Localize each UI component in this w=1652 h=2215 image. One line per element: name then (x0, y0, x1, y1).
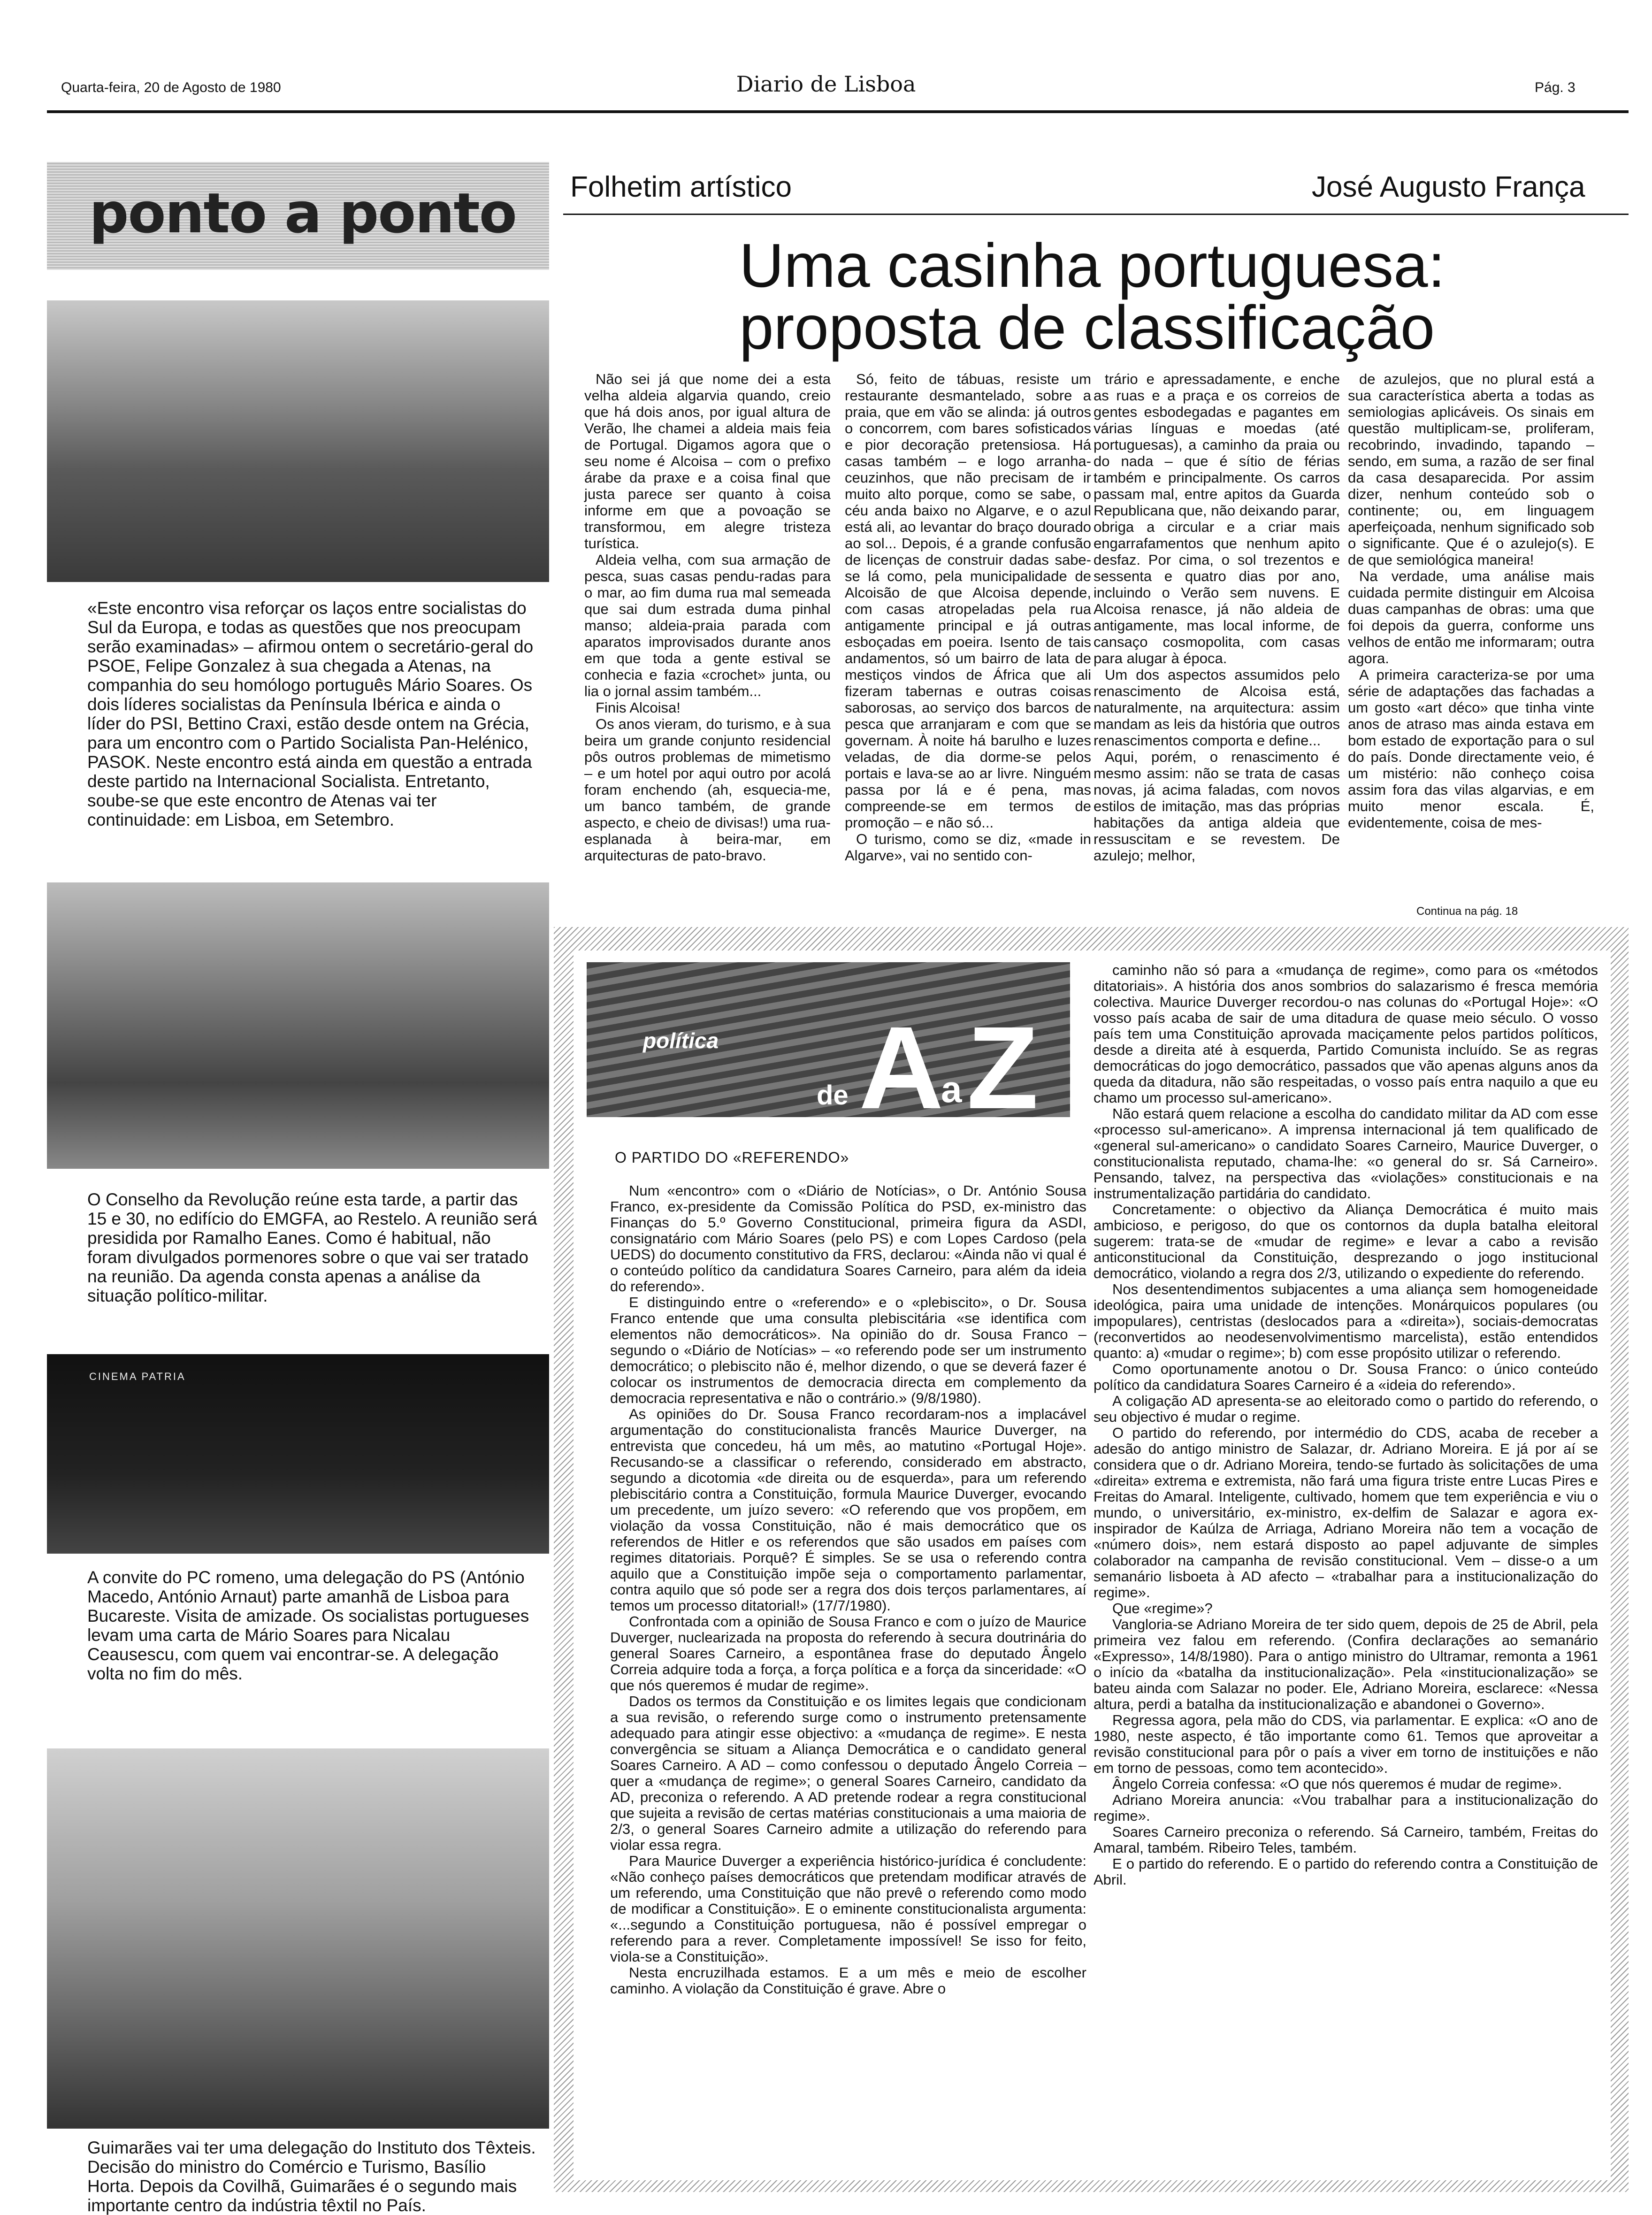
paragraph: Na verdade, uma análise mais cuidada permite distinguir em Alcoisa duas campanhas de obras: uma que foi depois da guerra, conforme uns velhos de então me informaram; outra agora. (1348, 568, 1594, 667)
caption-revolution-council: O Conselho da Revolução reúne esta tarde, a partir das 15 e 30, no edifício do EMGFA, ao Restelo. A reunião será presidida por Ramalho Eanes. Como é habitual, não foram divulgados pormenores sobre o que vai ser tratado na reunião. Da agenda consta apenas a análise da situação político-militar. (87, 1190, 537, 1305)
paragraph: Um dos aspectos assumidos pelo renascimento de Alcoisa está, naturalmente, na arquitectura: assim mandam as leis da história que outros renascimentos comporta e define... (1094, 667, 1340, 749)
paragraph: Vangloria-se Adriano Moreira de ter sido quem, depois de 25 de Abril, pela primeira vez falou em referendo. (Confira declarações ao semanário «Expresso», 14/8/1980). Para o antigo ministro do Ultramar, remonta a 1961 o início da «batalha da institucionalização». Pela «institucionalização» se bateu ainda com Salazar no poder. Ele, Adriano Moreira, esclarece: «Nessa altura, perdi a batalha da institucionalização e abandonei o Governo». (1094, 1616, 1598, 1712)
politica-a-z-banner (587, 962, 1070, 1117)
paragraph: A coligação AD apresenta-se ao eleitorado como o partido do referendo, o seu objectivo é mudar o regime. (1094, 1393, 1598, 1425)
paragraph: Nesta encruzilhada estamos. E a um mês e meio de escolher caminho. A violação da Constituição é grave. Abre o (610, 1964, 1086, 1997)
banner-de: de (817, 1080, 849, 1111)
photo-emgfa-building (47, 882, 549, 1169)
photo-lisbon-castle (47, 300, 549, 582)
paragraph: Num «encontro» com o «Diário de Notícias», o Dr. António Sousa Franco, ex-presidente da Comissão Política do PSD, ex-ministro das Finanças do 5.º Governo Constitucional, primeira figura da ASDI, consignatário com Mário Soares (pelo PS) e com Lopes Cardoso (pela UEDS) do documento constitutivo da FRS, declarou: «Ainda não vi qual é o conteúdo político da candidatura Soares Carneiro, para além da ideia do referendo». (610, 1182, 1086, 1295)
paragraph: Finis Alcoisa! (596, 699, 681, 716)
cinema-sign: CINEMA PATRIA (89, 1371, 186, 1382)
continued-note: Continua na pág. 18 (1416, 905, 1518, 918)
section-title-folhetim: Folhetim artístico (570, 171, 792, 203)
politica-column-right (1094, 962, 1598, 1888)
paragraph: de azulejos, que no plural está a sua característica aberta a todas as semiologias aplicáveis. Os sinais em questão multiplicam-se, proliferam, recobrindo, invadindo, tapando – sendo, em suma, a razão de ser final da casa desaparecida. Por assim dizer, nenhum conteúdo sob o continente; ou, em linguagem aperfeiçoada, nenhum significado sob o significante. Que é o azulejo(s). E de que semiológica maneira! (1348, 371, 1594, 568)
article-headline: Uma casinha portuguesa: proposta de classificação (739, 231, 1446, 362)
article-column-3 (1094, 371, 1340, 864)
paragraph: Regressa agora, pela mão do CDS, via parlamentar. E explica: «O ano de 1980, neste aspecto, é tão importante como 61. Temos que aproveitar a revisão constitucional para pôr o país a viver em torno de instituições e não em torno de pessoas, como tem acontecido». (1094, 1712, 1598, 1776)
paragraph: trário e apressadamente, e enche as ruas e a praça e os correios de gentes esbodegadas e pagantes em várias línguas e moedas (até portuguesas), a caminho da praia ou do nada – que é sítio de férias também e principalmente. Os carros passam mal, entre apitos da Guarda Republicana que, não deixando parar, obriga a circular e a criar mais engarrafamentos que nenhum apito desfaz. Por cima, o sol trezentos e sessenta e quatro dias por ano, incluindo o Verão sem nuvens. E Alcoisa renasce, já não aldeia de antigamente, mas local informe, de cansaço cosmopolita, com casas para alugar à época. (1094, 371, 1340, 667)
banner-letter-z: Z (967, 1002, 1039, 1117)
paragraph: E o partido do referendo. E o partido do referendo contra a Constituição de Abril. (1094, 1855, 1598, 1888)
folhetim-rule (563, 214, 1629, 215)
header-rule (47, 110, 1629, 113)
paragraph: O turismo, como se diz, «made in Algarve», vai no sentido con- (845, 831, 1091, 864)
banner-letter-small-a: a (941, 1068, 962, 1110)
photo-night-street (47, 1354, 549, 1554)
paragraph: Os anos vieram, do turismo, e à sua beira um grande conjunto residencial pôs outros problemas de mimetismo – e um hotel por aqui outro por acolá foram enchendo (ah, esquecia-me, um banco também, de grande aspecto, e cheio de divisas!) uma rua-esplanada à beira-mar, em arquitecturas de pato-bravo. (584, 716, 831, 864)
paragraph: Como oportunamente anotou o Dr. Sousa Franco: o único conteúdo político da candidatura Soares Carneiro é a «ideia do referendo». (1094, 1361, 1598, 1393)
article-column-2 (845, 371, 1091, 864)
section-title-ponto: ponto a ponto (89, 181, 516, 245)
ponto-a-ponto-banner (47, 162, 549, 270)
paragraph: Aldeia velha, com sua armação de pesca, suas casas pendu-radas para o mar, ao fim duma rua mal semeada que sai dum estrada duma pinhal manso; aldeia-praia parada com aparatos improvisados durante anos em que toda a gente estival se conhecia e fazia «crochet» junta, ou lia o jornal assim também... (584, 552, 831, 699)
paragraph: As opiniões do Dr. Sousa Franco recordaram-nos a implacável argumentação do constitucionalista francês Maurice Duverger, na entrevista que concedeu, há um mês, ao matutino «Portugal Hoje». Recusando-se a classificar o referendo, considerado em abstracto, segundo a dicotomia «de direita ou de esquerda», para um referendo plebiscitário contra a Constituição, formula Maurice Duverger, evocando um precedente, um juízo severo: «O referendo que vos propõem, em violação da vossa Constituição, não é mais democrático que os referendos de Hitler e os referendos que são usados em países com regimes ditatoriais. Porquê? É simples. Se se usa o referendo contra aquilo que a Constituição impõe seja o comportamento parlamentar, contra aquilo que só pode ser a regra dos dois terços parlamentares, aí temos um processo ditatorial!» (17/7/1980). (610, 1406, 1086, 1614)
issue-date: Quarta-feira, 20 de Agosto de 1980 (61, 80, 281, 95)
paragraph: Não estará quem relacione a escolha do candidato militar da AD com esse «processo sul-americano». A imprensa internacional já tem qualificado de «general sul-americano» o candidato Soares Carneiro, Maurice Duverger, o constitucionalista reputado, chama-lhe: «o general do sr. Sá Carneiro». Pensando, talvez, na perspectiva das «violações» constitucionais e na instrumentalização partidária do candidato. (1094, 1105, 1598, 1202)
article-author: José Augusto França (1312, 171, 1585, 203)
banner-letter-a: A (859, 1002, 944, 1117)
paragraph: Nos desentendimentos subjacentes a uma aliança sem homogeneidade ideológica, paira uma unidade de intenções. Monárquicos populares (ou impopulares), centristas (deslocados para a «direita»), sociais-democratas (reconvertidos ao neodesenvolvimentismo marcelista), estão entendidos quanto: a) «mudar o regime»; b) com esse propósito utilizar o referendo. (1094, 1281, 1598, 1361)
paragraph: Dados os termos da Constituição e os limites legais que condicionam a sua revisão, o referendo surge como o instrumento pretensamente adequado para atingir esse objectivo: a «mudança de regime». E nesta convergência se situam a Aliança Democrática e o candidato general Soares Carneiro. A AD – como confessou o deputado Ângelo Correia – quer a «mudança de regime»; o general Soares Carneiro, candidato da AD, preconiza o referendo. A AD pretende rodear a regra constitucional que sujeita a revisão de certas matérias constitucionais a uma maioria de 2/3, o general Soares Carneiro admite a utilização do referendo para violar essa regra. (610, 1693, 1086, 1853)
politica-column-left (610, 1183, 1086, 1997)
caption-ps-delegation: A convite do PC romeno, uma delegação do PS (António Macedo, António Arnaut) parte amanhã de Lisboa para Bucareste. Visita de amizade. Os socialistas portugueses levam uma carta de Mário Soares para Nicalau Ceausescu, com quem vai encontrar-se. A delegação volta no fim do mês. (87, 1568, 529, 1683)
banner-politica: política (643, 1028, 719, 1053)
paragraph: A primeira caracteriza-se por uma série de adaptações das fachadas a um gosto «art déco» que tinha vinte anos de atraso mas ainda estava em bom estado de exportação para o sul do país. Donde directamente veio, é um mistério: não conheço coisa assim fora das vilas algarvias, e em muito menor escala. É, evidentemente, coisa de mes- (1348, 667, 1594, 831)
masthead: Diario de Lisboa (736, 71, 916, 97)
paragraph: Que «regime»? (1112, 1600, 1213, 1617)
caption-socialist-meeting: «Este encontro visa reforçar os laços entre socialistas do Sul da Europa, e todas as questões que nos preocupam serão examinadas» – afirmou ontem o secretário-geral do PSOE, Felipe Gonzalez à sua chegada a Atenas, na companhia do seu homólogo português Mário Soares. Os dois líderes socialistas da Península Ibérica e ainda o líder do PSI, Bettino Craxi, estão desde ontem na Grécia, para um encontro com o Partido Socialista Pan-Helénico, PASOK. Neste encontro está ainda em questão a entrada deste partido na Internacional Socialista. Entretanto, soube-se que este encontro de Atenas vai ter continuidade: em Lisboa, em Setembro. (87, 598, 534, 829)
paragraph: Ângelo Correia confessa: «O que nós queremos é mudar de regime». (1112, 1776, 1562, 1792)
article-column-1 (584, 371, 831, 864)
paragraph: Adriano Moreira anuncia: «Vou trabalhar para a institucionalização do regime». (1094, 1792, 1598, 1824)
paragraph: Confrontada com a opinião de Sousa Franco e com o juízo de Maurice Duverger, nuclearizada na proposta do referendo à secura doutrinária do general Soares Carneiro, a espontânea frase do deputado Ângelo Correia adquire toda a força, a força política e a força da sinceridade: «O que nós queremos é mudar de regime». (610, 1613, 1086, 1694)
article-column-4 (1348, 371, 1594, 831)
photo-guimaraes-factory (47, 1748, 549, 2129)
paragraph: Concretamente: o objectivo da Aliança Democrática é muito mais ambicioso, e perigoso, do que os contornos da dupla batalha eleitoral sugerem: trata-se de «mudar de regime» e levar a cabo a revisão anticonstitucional da Constituição, desprezando o jogo institucional democrático, violando a regra dos 2/3, utilizando o expediente do referendo. (1094, 1201, 1598, 1281)
paragraph: caminho não só para a «mudança de regime», como para os «métodos ditatoriais». A história dos anos sombrios do salazarismo é fresca memória colectiva. Maurice Duverger recordou-o nas colunas do «Portugal Hoje»: «O vosso país acaba de sair de uma ditadura de quase meio século. O vosso país tem uma Constituição aprovada maciçamente pelos partidos políticos, desde a direita até à esquerda, Partido Comunista incluído. Se as regras democráticas do jogo democrático, passados que vão apenas alguns anos da queda da ditadura, não são respeitadas, o vosso país entra naquilo a que eu chamo um processo sul-americano». (1094, 962, 1598, 1106)
page-number: Pág. 3 (1535, 80, 1576, 95)
paragraph: Para Maurice Duverger a experiência histórico-jurídica é concludente: «Não conheço países democráticos que pretendam modificar através de um referendo, uma Constituição que não prevê o referendo como modo de modificar a Constituição». E o eminente constitucionalista argumenta: «...segundo a Constituição portuguesa, não é possível empregar o referendo para a rever. Completamente impossível! Se isso for feito, viola-se a Constituição». (610, 1853, 1086, 1965)
paragraph: Soares Carneiro preconiza o referendo. Sá Carneiro, também, Freitas do Amaral, também. Ribeiro Teles, também. (1094, 1824, 1598, 1856)
caption-guimaraes-textiles: Guimarães vai ter uma delegação do Instituto dos Têxteis. Decisão do ministro do Comércio e Turismo, Basílio Horta. Depois da Covilhã, Guimarães é o segundo mais importante centro da indústria têxtil no País. (87, 2138, 536, 2215)
politica-subtitle: O PARTIDO DO «REFERENDO» (615, 1149, 849, 1166)
paragraph: Aqui, porém, o renascimento é mesmo assim: não se trata de casas novas, já acima faladas, com novos estilos de imitação, mas das próprias habitações da antiga aldeia que ressuscitam e se revestem. De azulejo; melhor, (1094, 749, 1340, 864)
paragraph: Só, feito de tábuas, resiste um restaurante desmantelado, sobre a praia, que em vão se alinda: já outros o concorrem, com bares sofisticados e pior decoração pretensiosa. Há casas também – e logo arranha-ceuzinhos, que não precisam de ir muito alto porque, como se sabe, o céu anda baixo no Algarve, e o azul está ali, ao levantar do braço dourado ao sol... Depois, é a grande confusão de licenças de construir dadas sabe-se lá como, pela municipalidade de Alcoisão de que Alcoisa depende, com casas atropeladas pela rua antigamente principal e já outras esboçadas em poeira. Isento de tais andamentos, só um bairro de lata de mestiços vindos de África que ali fizeram tabernas e outras coisas saborosas, ao serviço dos barcos de pesca que arranjaram e com que se governam. À noite há barulho e luzes veladas, de dia dorme-se pelos portais e lava-se ao ar livre. Ninguém passa por lá e é pena, mas compreende-se em termos de promoção – e não só... (845, 371, 1091, 831)
paragraph: O partido do referendo, por intermédio do CDS, acaba de receber a adesão do antigo ministro de Salazar, dr. Adriano Moreira. E já por aí se considera que o dr. Adriano Moreira, tendo-se furtado às solicitações de uma «direita» extrema e extremista, não fará uma figura triste entre Lucas Pires e Freitas do Amaral. Inteligente, cultivado, homem que tem experiência e viu o mundo, o universitário, ex-ministro, ex-delfim de Salazar e agora ex-inspirador de Kaúlza de Arriaga, Adriano Moreira não tem a vocação de «número dois», nem estará disposto ao papel adjuvante de simples colaborador na campanha de revisão constitucional. Vem – disse-o a um semanário lisboeta à AD afecto – «trabalhar para a institucionalização do regime». (1094, 1425, 1598, 1601)
paragraph: E distinguindo entre o «referendo» e o «plebiscito», o Dr. Sousa Franco entende que uma consulta plebiscitária «se identifica com elementos não democráticos». Na opinião do dr. Sousa Franco – segundo o «Diário de Notícias» – «o referendo pode ser um instrumento democrático; o plebiscito não é, melhor dizendo, o que se deverá fazer é colocar os instrumentos de democracia directa em complemento da democracia representativa e não o contrário.» (9/8/1980). (610, 1294, 1086, 1406)
paragraph: Não sei já que nome dei a esta velha aldeia algarvia quando, creio que há dois anos, por igual altura de Verão, lhe chamei a aldeia mais feia de Portugal. Digamos agora que o seu nome é Alcoisa – com o prefixo árabe da praxe e a coisa final que justa parece ser quanto à coisa informe em que a povoação se transformou, em alegre tristeza turística. (584, 371, 831, 552)
